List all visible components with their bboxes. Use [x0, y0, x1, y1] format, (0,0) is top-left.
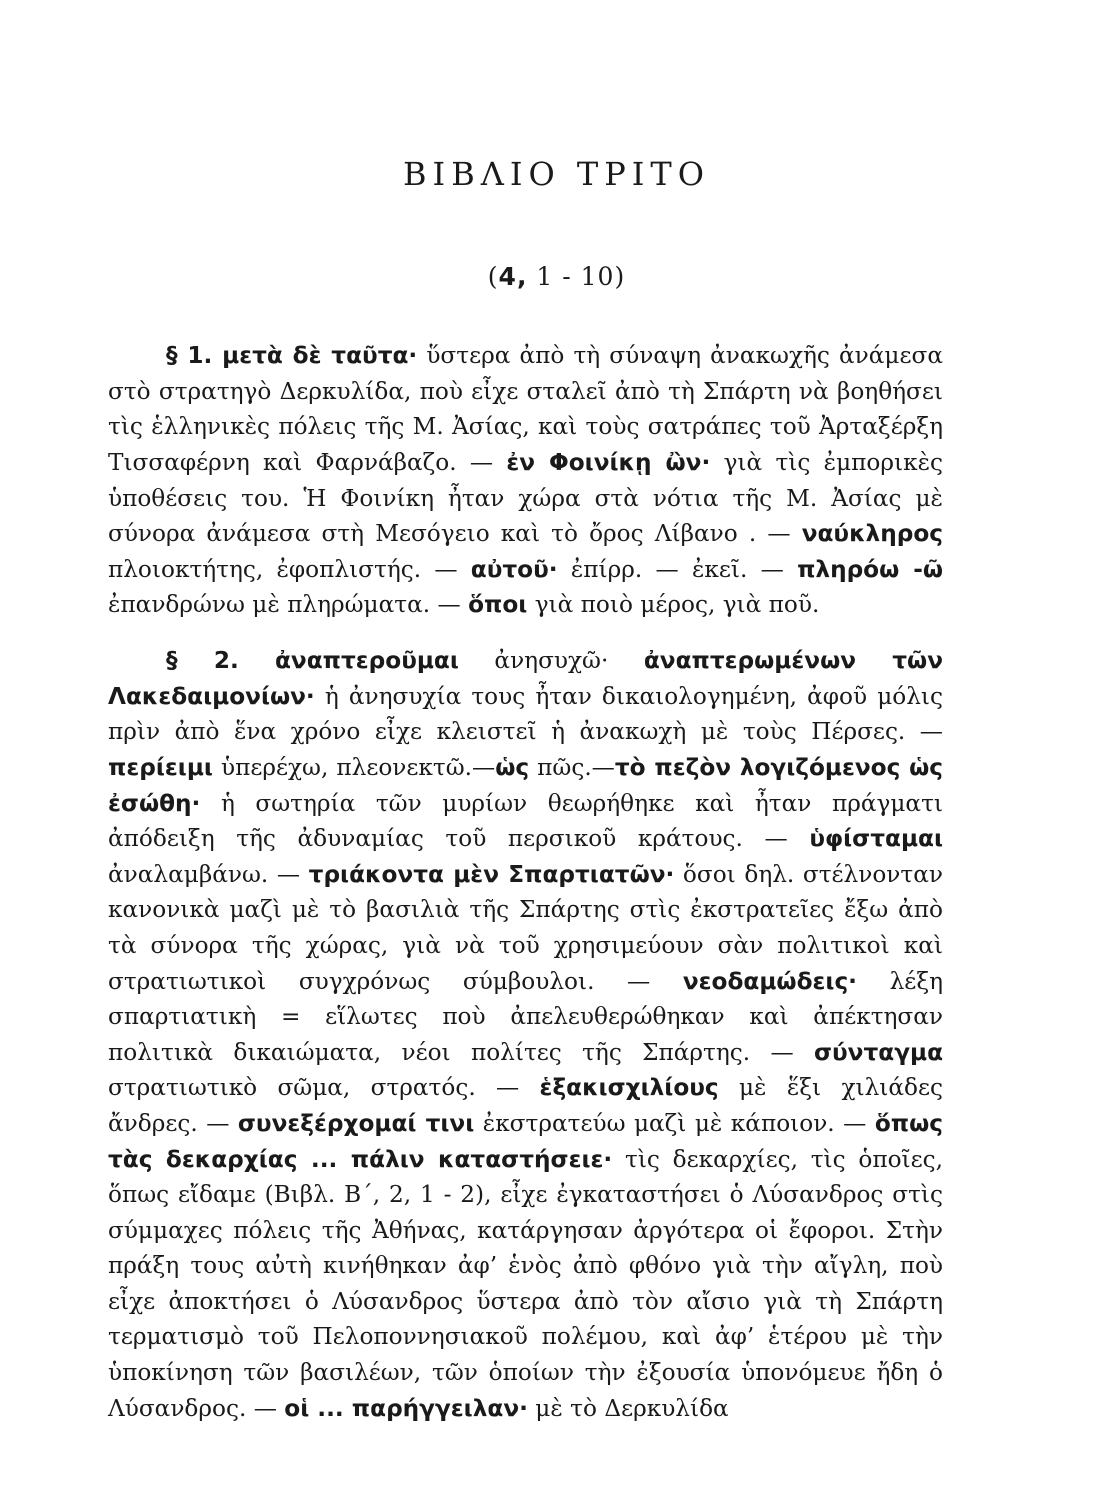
- range-book: 4,: [498, 262, 528, 291]
- gloss-text: ἡ σωτηρία τῶν μυρίων θεωρήθηκε καὶ ἦταν πράγματι ἀπόδειξη τῆς ἀδυναμίας τοῦ περσικοῦ κράτους. —: [108, 789, 943, 853]
- gloss-text: στρατιωτικὸ σῶμα, στρατός. —: [108, 1074, 540, 1102]
- gloss-text: πλοιοκτήτης, ἐφοπλιστής. —: [108, 555, 471, 583]
- gloss-text: ὑπερέχω, πλεονεκτῶ.—: [212, 753, 496, 781]
- gloss-text: γιὰ τὶς ἐμπορικὲς ὑποθέσεις του. Ἡ Φοινίκη ἦταν χώρα στὰ νότια τῆς Μ. Ἀσίας μὲ σύνορα ἀνάμεσα στὴ Μεσόγειο καὶ τὸ ὄρος Λίβανο . —: [108, 448, 944, 548]
- section-number: § 2.: [166, 647, 275, 675]
- gloss-text: ὅσοι δηλ. στέλνονταν κανονικὰ μαζὶ μὲ τὸ βασιλιὰ τῆς Σπάρτης στὶς ἐκστρατεῖες ἔξω ἀπὸ τὰ σύνορα τῆς χώρας, γιὰ νὰ τοῦ χρησιμεύουν σὰν πολιτικοὶ καὶ στρατιωτικοὶ συγχρόνως σύμβουλοι. —: [108, 860, 943, 995]
- gloss-text: ἡ ἀνησυχία τους ἦταν δικαιολογημένη, ἀφοῦ μόλις πρὶν ἀπὸ ἕνα χρόνο εἶχε κλειστεῖ ἡ ἀνακωχὴ μὲ τοὺς Πέρσες. —: [108, 682, 943, 746]
- headword: οἱ ... παρήγγειλαν·: [284, 1394, 528, 1422]
- headword: τριάκοντα μὲν Σπαρτιατῶν·: [308, 860, 675, 888]
- headword: συνεξέρχομαί τινι: [237, 1109, 475, 1137]
- gloss-text: ἐκστρατεύω μαζὶ μὲ κάποιον. —: [474, 1109, 875, 1137]
- gloss-text: μὲ τὸ Δερκυλίδα: [527, 1394, 729, 1422]
- gloss-text: τὶς δεκαρχίες, τὶς ὁποῖες, ὅπως εἴδαμε (Βιβλ. Β΄, 2, 1 - 2), εἶχε ἐγκαταστήσει ὁ Λύσανδρος στὶς σύμμαχες πόλεις τῆς Ἀθήνας, κατάργησαν ἀργότερα οἱ ἔφοροι. Στὴν πράξη τους αὐτὴ κινήθηκαν ἀφ’ ἑνὸς ἀπὸ φθόνο γιὰ τὴν αἴγλη, ποὺ εἶχε ἀποκτήσει ὁ Λύσανδρος ὕστερα ἀπὸ τὸν αἴσιο γιὰ τὴ Σπάρτη τερματισμὸ τοῦ Πελοποννησιακοῦ πολέμου, καὶ ἀφ’ ἑτέρου μὲ τὴν ὑποκίνηση τῶν βασιλέων, τῶν ὁποίων τὴν ἐξουσία ὑπονόμευε ἤδη ὁ Λύσανδρος. —: [108, 1145, 943, 1422]
- headword: ὅπως τὰς δεκαρχίας ... πάλιν καταστήσειε·: [108, 1109, 943, 1173]
- gloss-text: ἐπίρρ. — ἐκεῖ. —: [557, 555, 798, 583]
- headword: ναύκληρος: [801, 520, 943, 548]
- gloss-text: λέξη σπαρτιατικὴ = εἵλωτες ποὺ ἀπελευθερώθηκαν καὶ ἀπέκτησαν πολιτικὰ δικαιώματα, νέοι πολίτες τῆς Σπάρτης. —: [108, 967, 943, 1066]
- headword: ἀναπτερωμένων τῶν Λακεδαιμονίων·: [108, 647, 943, 710]
- book-title: ΒΙΒΛΙΟ ΤΡΙΤΟ: [403, 155, 710, 193]
- gloss-text: ἀνησυχῶ·: [458, 647, 644, 675]
- range-rest: 1 - 10): [527, 262, 626, 291]
- gloss-text: ἀναλαμβάνω. —: [108, 860, 309, 888]
- headword: αὐτοῦ·: [470, 555, 558, 583]
- headword: μετὰ δὲ ταῦτα·: [222, 342, 418, 370]
- range-open: (: [487, 262, 499, 291]
- gloss-text: πῶς.—: [529, 753, 615, 781]
- headword: σύνταγμα: [813, 1038, 943, 1066]
- headword: περίειμι: [108, 753, 213, 781]
- headword: πληρόω -ῶ: [797, 555, 944, 583]
- headword: ὑφίσταμαι: [809, 825, 943, 853]
- headword: ὅποι: [468, 591, 528, 619]
- headword: ὡς: [495, 753, 530, 781]
- gloss-text: ἐπανδρώνω μὲ πληρώματα. —: [108, 591, 469, 619]
- headword: ἐν Φοινίκῃ ὢν·: [506, 448, 711, 476]
- headword: ἑξακισχιλίους: [539, 1074, 719, 1102]
- gloss-text: μὲ ἕξι χιλιάδες ἄνδρες. —: [108, 1074, 943, 1137]
- commentary-paragraph-1: [108, 338, 943, 623]
- headword: νεοδαμώδεις·: [682, 967, 857, 995]
- commentary-paragraph-2: [108, 643, 943, 1426]
- headword: ἀναπτεροῦμαι: [274, 647, 459, 675]
- section-number: § 1.: [166, 342, 223, 370]
- gloss-text: ὕστερα ἀπὸ τὴ σύναψη ἀνακωχῆς ἀνάμεσα στὸ στρατηγὸ Δερκυλίδα, ποὺ εἶχε σταλεῖ ἀπὸ τὴ Σπάρτη νὰ βοηθήσει τὶς ἑλληνικὲς πόλεις τῆς Μ. Ἀσίας, καὶ τοὺς σατράπες τοῦ Ἀρταξέρξη Τισσαφέρνη καὶ Φαρνάβαζο. —: [108, 342, 943, 476]
- gloss-text: γιὰ ποιὸ μέρος, γιὰ ποῦ.: [527, 591, 820, 619]
- headword: τὸ πεζὸν λογιζόμενος ὡς ἐσώθη·: [108, 753, 943, 817]
- chapter-range: [0, 262, 1113, 291]
